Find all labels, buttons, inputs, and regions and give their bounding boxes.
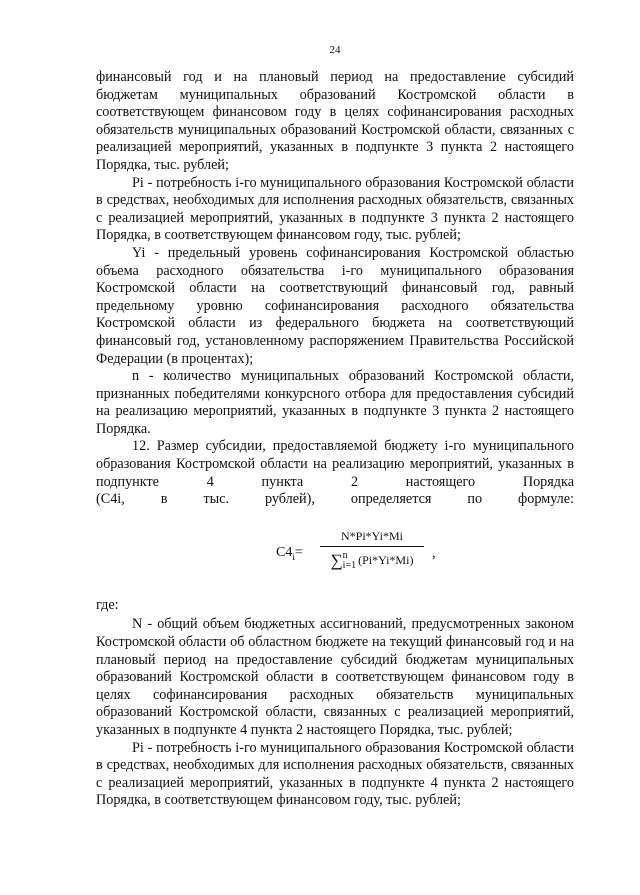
formula-c4i: [96, 523, 574, 587]
paragraph-pi-definition-2: Pi - потребность i-го муниципального образования Костромской области в средствах, необходимых для исполнения расходных обязательств, связанных с реализацией мероприятий, указанных в подпункте 4 пункта 2 настоящего Порядка, в соответствующем финансовом году, тыс. рублей;: [96, 739, 574, 809]
formula-lhs: $C4_i=$: [276, 544, 303, 562]
formula-fraction: [320, 529, 424, 571]
paragraph-n-definition: n - количество муниципальных образований Костромской области, признанных победителями конкурсного отбора для предоставления субсидий на реализацию мероприятий, указанных в подпункте 3 пункта 2 настоящего Порядка.: [96, 368, 574, 437]
sigma-symbol: ∑: [330, 550, 343, 570]
sum-limits: n i=1: [342, 550, 357, 572]
page-number: 24: [329, 44, 341, 56]
formula-trailing-comma: ,: [432, 544, 436, 561]
paragraph-n-total-definition: N - общий объем бюджетных ассигнований, предусмотренных законом Костромской области об областном бюджете на текущий финансовый год и на плановый период на предоставление субсидий бюджетам муниципальных образований Костромской области в соответствующем финансовом году в целях софинансирования расходных обязательств муниципальных образований Костромской области, связанных с реализацией мероприятий, указанных в подпункте 4 пункта 2 настоящего Порядка, тыс. рублей;: [96, 616, 574, 738]
document-page: [96, 44, 574, 810]
formula-denominator: ∑n i=1 (Pi*Yi*Mi): [330, 550, 414, 572]
paragraph-continuation: финансовый год и на плановый период на предоставление субсидий бюджетам муниципальных образований Костромской области в соответствующем финансовом году в целях софинансирования расходных обязательств муниципальных образований Костромской области, связанных с реализацией мероприятий, указанных в подпункте 3 пункта 2 настоящего Порядка, тыс. рублей;: [96, 69, 574, 173]
where-label: где:: [96, 596, 119, 613]
paragraph-pi-definition: Pi - потребность i-го муниципального образования Костромской области в средствах, необходимых для исполнения расходных обязательств, связанных с реализацией мероприятий, указанных в подпункте 3 пункта 2 настоящего Порядка, в соответствующем финансовом году, тыс. рублей;: [96, 174, 574, 244]
paragraph-item-12: 12. Размер субсидии, предоставляемой бюджету i-го муниципального образования Костромской области на реализацию мероприятий, указанных в подпункте 4 пункта 2 настоящего Порядка: [96, 438, 574, 490]
paragraph-item-12-formula-intro: (C4i, в тыс. рублей), определяется по формуле:: [96, 491, 574, 508]
formula-numerator: N*Pi*Yi*Mi: [320, 529, 424, 547]
paragraph-yi-definition: Yi - предельный уровень софинансирования Костромской областью объема расходного обязательства i-го муниципального образования Костромской области на соответствующий финансовый год, равный предельному уровню софинансирования расходного обязательства Костромской области из федерального бюджета на соответствующий финансовый год, установленному распоряжением Правительства Российской Федерации (в процентах);: [96, 244, 574, 367]
